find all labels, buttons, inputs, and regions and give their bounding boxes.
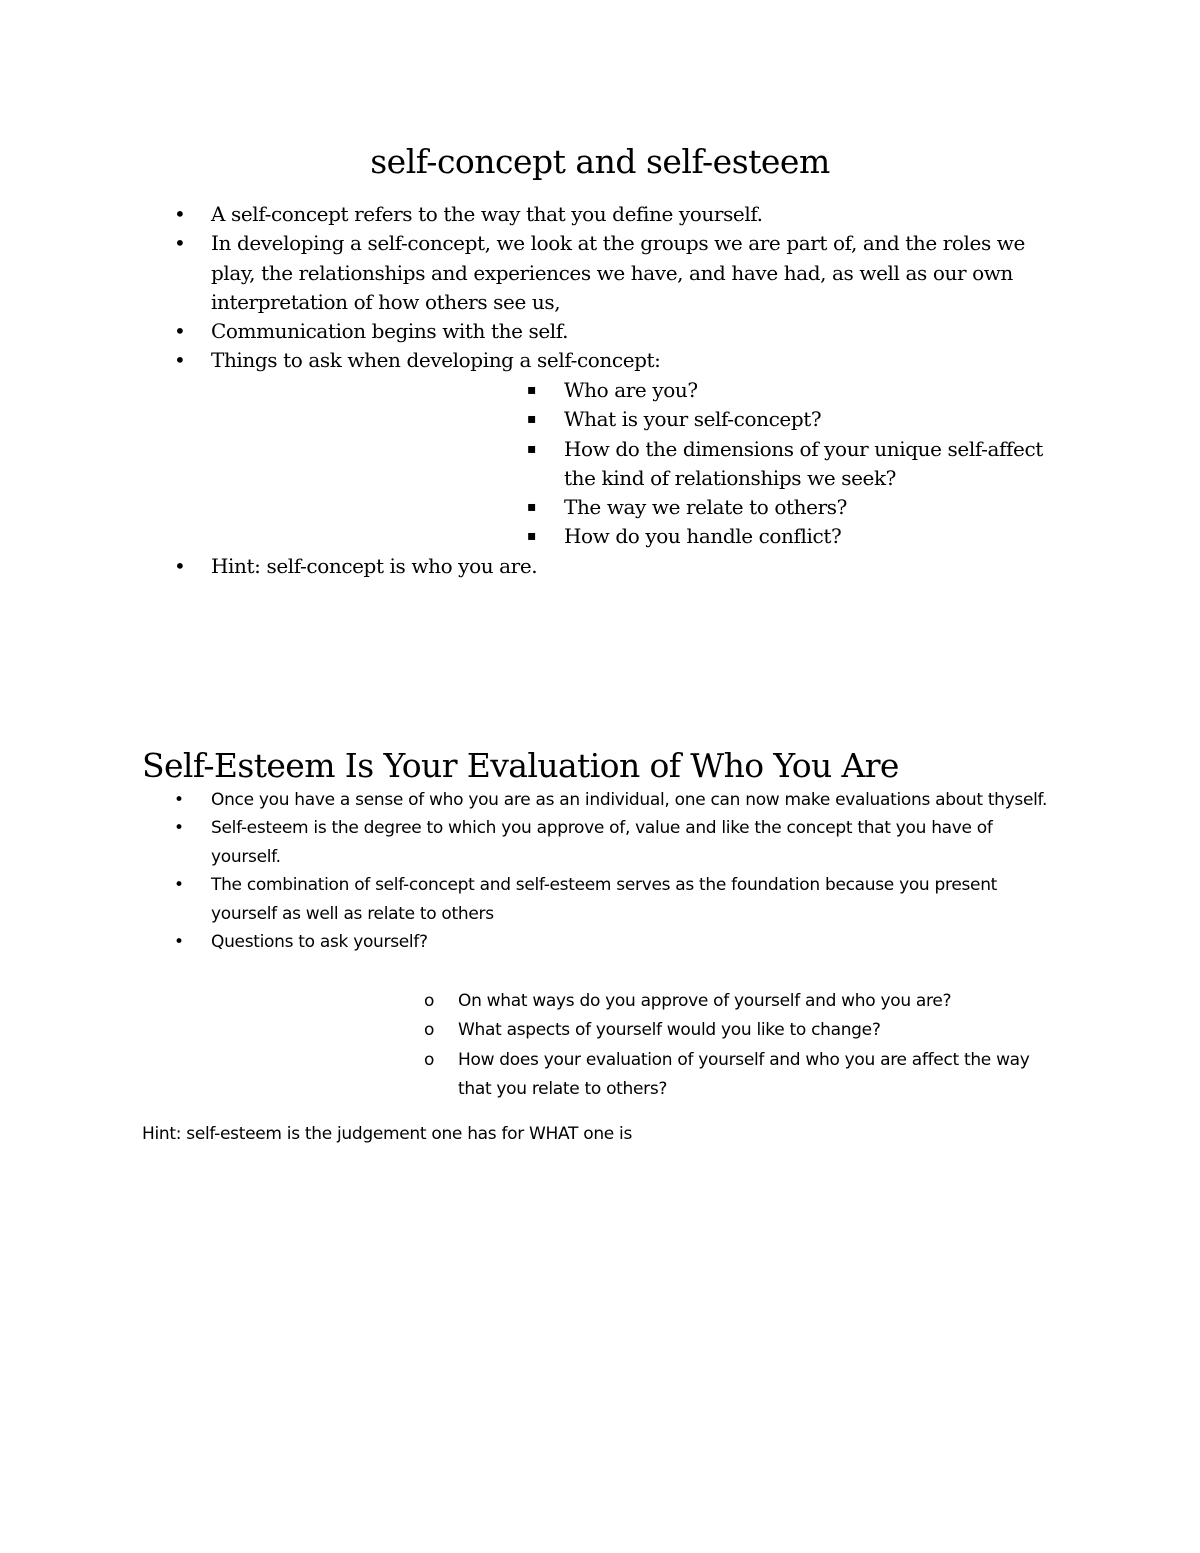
list-item [0,871,1051,928]
square-bullet-icon: ▪ [527,411,537,428]
bullet-icon: • [174,932,184,953]
circle-bullet-icon: o [424,990,435,1011]
square-bullet-icon: ▪ [527,528,537,545]
list-item [0,786,1051,814]
bullet-icon: • [174,348,186,373]
sublist-container [0,376,1200,552]
bullet-icon: • [174,202,186,226]
circle-bullet-icon: o [424,1050,435,1071]
sub-list-item-text: How do you handle conflict? [564,524,842,549]
page-title: self-concept and self-esteem [370,142,830,181]
sublist [0,376,1200,552]
list-item [0,229,1051,317]
hint-text: Hint: self-concept is who you are. [211,554,538,578]
sub-list-item-text: What aspects of yourself would you like to change? [458,1020,881,1041]
sublist [0,987,1200,1104]
sub-list-item [0,1016,1038,1044]
sublist-container [0,987,1200,1104]
bullet-icon: • [174,319,186,344]
sub-list-item-text: How do the dimensions of your unique self-affect the kind of relationships we seek? [564,436,1043,490]
list-item-text: Questions to ask yourself? [211,932,428,953]
sub-list-item [0,987,1038,1015]
self-esteem-list [0,786,1200,956]
bullet-icon: • [174,554,186,578]
section-heading: Self-Esteem Is Your Evaluation of Who You Are [142,746,899,785]
circle-bullet-icon: o [424,1020,435,1041]
sub-list-item [0,435,1044,494]
self-esteem-questions [0,985,1200,1103]
bullet-icon: • [174,818,184,839]
sub-list-item [0,493,1044,522]
sub-list-item-text: How does your evaluation of yourself and who you are affect the way that you relate to others? [458,1050,1030,1099]
square-bullet-icon: ▪ [527,440,537,457]
bullet-icon: • [174,231,186,256]
list-item [0,317,1051,346]
list-item [0,200,1051,229]
list-item-text: In developing a self-concept, we look at the groups we are part of, and the roles we play, the relationships and experiences we have, and have had, as well as our own interpretation of how others see us, [211,231,1025,314]
list-item-text: Once you have a sense of who you are as an individual, one can now make evaluations about thyself. [211,790,1048,810]
square-bullet-icon: ▪ [527,382,537,398]
sub-list-item [0,405,1044,434]
self-concept-questions [0,376,1200,552]
list-item-text: Things to ask when developing a self-concept: [211,348,661,373]
list-item-text: Communication begins with the self. [211,319,569,344]
sub-list-item [0,522,1044,551]
list-item-text: The combination of self-concept and self-esteem serves as the foundation because you present yourself as well as relate to others [211,875,998,924]
sub-list-item-text: The way we relate to others? [564,495,847,520]
sub-list-item-text: What is your self-concept? [564,407,822,432]
square-bullet-icon: ▪ [527,499,537,516]
bullet-icon: • [174,875,184,896]
sub-list-item [0,1046,1038,1103]
self-esteem-hint: Hint: self-esteem is the judgement one has for WHAT one is [142,1124,633,1144]
list-item-text: Self-esteem is the degree to which you approve of, value and like the concept that you have of yourself. [211,818,993,867]
sub-list-item [0,376,1044,405]
self-concept-list [0,200,1200,376]
sub-list-item-text: On what ways do you approve of yourself and who you are? [458,990,952,1011]
sub-list-item-text: Who are you? [564,378,698,402]
list-item [0,814,1051,871]
list-item [0,346,1051,375]
list-item [0,928,1051,956]
list-item-text: A self-concept refers to the way that you define yourself. [211,202,763,226]
bullet-icon: • [174,790,184,810]
